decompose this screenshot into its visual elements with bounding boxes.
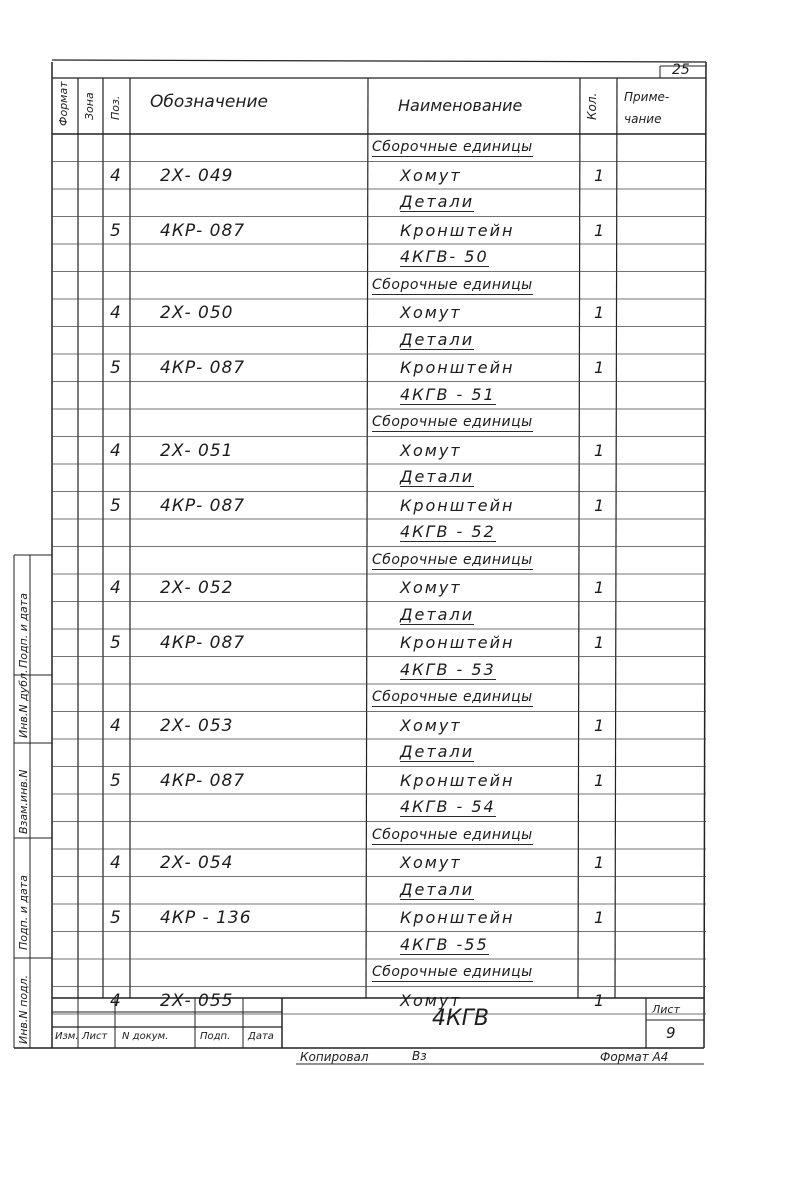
- header-zone: Зона: [83, 92, 96, 120]
- table-row: [0, 547, 800, 575]
- table-row: [0, 272, 800, 300]
- table-row: [0, 134, 800, 162]
- table-row: [0, 382, 800, 410]
- side-label-replace-inv: Взам.инв.N: [17, 769, 30, 834]
- table-row: [0, 354, 800, 382]
- stamp-sheet-label: Лист: [652, 1003, 680, 1016]
- row-name: 4КГВ - 51: [400, 384, 496, 404]
- table-row: [0, 217, 800, 245]
- table-row: [0, 712, 800, 740]
- table-row: [0, 629, 800, 657]
- row-pos: 4: [110, 440, 121, 461]
- row-qty: 1: [594, 440, 605, 460]
- table-row: [0, 602, 800, 630]
- stamp-col-date: Дата: [248, 1031, 274, 1042]
- row-pos: 4: [110, 715, 121, 736]
- table-row: [0, 822, 800, 850]
- table-row: [0, 437, 800, 465]
- row-name: Сборочные единицы: [372, 551, 533, 568]
- table-row: [0, 409, 800, 437]
- row-name: Хомут: [400, 853, 462, 872]
- row-qty: 1: [594, 990, 605, 1010]
- row-qty: 1: [594, 633, 605, 652]
- row-designation: 2Х- 052: [160, 578, 234, 598]
- table-row: [0, 244, 800, 272]
- side-label-inv-dup: Инв.N дубл.: [17, 669, 30, 738]
- row-pos: 4: [110, 165, 121, 186]
- row-name: Кронштейн: [400, 633, 515, 652]
- row-name: Сборочные единицы: [372, 276, 533, 293]
- side-label-sign-date-2: Подп. и дата: [17, 593, 30, 668]
- table-row: [0, 464, 800, 492]
- row-name: Кронштейн: [400, 220, 515, 240]
- row-pos: 5: [110, 770, 121, 791]
- row-name: 4КГВ - 54: [400, 797, 496, 816]
- row-name: 4КГВ - 53: [400, 659, 496, 679]
- row-pos: 4: [110, 303, 121, 323]
- header-pos: Поз.: [109, 95, 122, 120]
- row-name: Сборочные единицы: [372, 139, 533, 155]
- header-qty: Кол.: [585, 92, 599, 120]
- row-name: Детали: [400, 879, 475, 899]
- row-name: Детали: [400, 742, 475, 761]
- row-qty: 1: [594, 853, 605, 872]
- side-label-sign-date-1: Подп. и дата: [17, 875, 30, 950]
- row-designation: 4КР- 087: [160, 633, 246, 653]
- row-pos: 5: [110, 220, 121, 241]
- header-format: Формат: [57, 81, 70, 126]
- row-designation: 2Х- 050: [160, 303, 234, 323]
- row-designation: 2Х- 053: [160, 715, 234, 736]
- table-row: [0, 574, 800, 602]
- row-qty: 1: [594, 715, 605, 735]
- table-row: [0, 684, 800, 712]
- stamp-col-sign: Подп.: [200, 1031, 231, 1042]
- side-label-inv-orig: Инв.N подл.: [17, 974, 30, 1044]
- row-name: 4КГВ- 50: [400, 247, 489, 266]
- row-designation: 4КР- 087: [160, 220, 246, 241]
- row-name: Детали: [400, 192, 475, 211]
- row-designation: 2Х- 051: [160, 440, 234, 461]
- table-row: [0, 299, 800, 327]
- table-row: [0, 189, 800, 217]
- row-name: Сборочные единицы: [372, 689, 533, 705]
- row-name: Хомут: [400, 440, 462, 460]
- row-name: Детали: [400, 467, 475, 486]
- stamp-sheet-number: 9: [666, 1024, 676, 1042]
- row-qty: 1: [594, 165, 605, 185]
- row-designation: 2Х- 055: [160, 990, 234, 1011]
- row-qty: 1: [594, 358, 605, 377]
- row-designation: 4КР - 136: [160, 908, 252, 928]
- row-qty: 1: [594, 220, 605, 240]
- row-name: Детали: [400, 604, 475, 624]
- row-qty: 1: [594, 908, 605, 927]
- table-row: [0, 657, 800, 685]
- footer-copied-sign: Вз: [412, 1049, 427, 1063]
- row-pos: 5: [110, 358, 121, 378]
- header-designation: Обозначение: [150, 92, 268, 112]
- stamp-col-docnum: N докум.: [122, 1031, 169, 1042]
- row-pos: 4: [110, 578, 121, 598]
- footer-copied: Копировал: [300, 1050, 369, 1064]
- row-name: Сборочные единицы: [372, 826, 533, 843]
- row-name: 4КГВ -55: [400, 934, 489, 954]
- table-row: [0, 849, 800, 877]
- row-name: Кронштейн: [400, 770, 515, 790]
- table-row: [0, 767, 800, 795]
- table-row: [0, 492, 800, 520]
- table-row: [0, 959, 800, 987]
- row-pos: 5: [110, 908, 121, 928]
- row-name: Кронштейн: [400, 908, 515, 927]
- table-row: [0, 794, 800, 822]
- table-row: [0, 519, 800, 547]
- table-row: [0, 162, 800, 190]
- table-row: [0, 327, 800, 355]
- stamp-col-change: Изм.: [55, 1031, 79, 1042]
- row-pos: 4: [110, 853, 121, 873]
- row-name: Хомут: [400, 578, 462, 597]
- row-name: Детали: [400, 329, 475, 349]
- row-name: 4КГВ - 52: [400, 522, 496, 541]
- row-name: Хомут: [400, 715, 462, 735]
- row-designation: 4КР- 087: [160, 770, 246, 791]
- row-qty: 1: [594, 495, 605, 515]
- row-qty: 1: [594, 578, 605, 597]
- table-row: [0, 739, 800, 767]
- row-pos: 4: [110, 990, 121, 1011]
- stamp-col-sheet: Лист: [82, 1031, 108, 1042]
- table-row: [0, 877, 800, 905]
- row-name: Сборочные единицы: [372, 414, 533, 430]
- table-row: [0, 904, 800, 932]
- stamp-doc-code: 4КГВ: [432, 1006, 489, 1031]
- row-designation: 4КР- 087: [160, 495, 246, 516]
- row-designation: 2Х- 054: [160, 853, 234, 873]
- row-pos: 5: [110, 633, 121, 653]
- header-name: Наименование: [398, 96, 523, 115]
- row-name: Хомут: [400, 303, 462, 322]
- row-qty: 1: [594, 303, 605, 322]
- row-name: Хомут: [400, 990, 462, 1010]
- header-note: Приме- чание: [624, 90, 670, 126]
- table-row: [0, 987, 800, 1015]
- row-designation: 2Х- 049: [160, 165, 234, 186]
- row-name: Сборочные единицы: [372, 964, 533, 980]
- row-name: Хомут: [400, 165, 462, 185]
- footer-format: Формат А4: [600, 1050, 669, 1064]
- corner-sheet-number: 25: [672, 62, 690, 78]
- table-row: [0, 932, 800, 960]
- row-qty: 1: [594, 770, 605, 790]
- row-pos: 5: [110, 495, 121, 516]
- row-designation: 4КР- 087: [160, 358, 246, 378]
- row-name: Кронштейн: [400, 358, 515, 377]
- row-name: Кронштейн: [400, 495, 515, 515]
